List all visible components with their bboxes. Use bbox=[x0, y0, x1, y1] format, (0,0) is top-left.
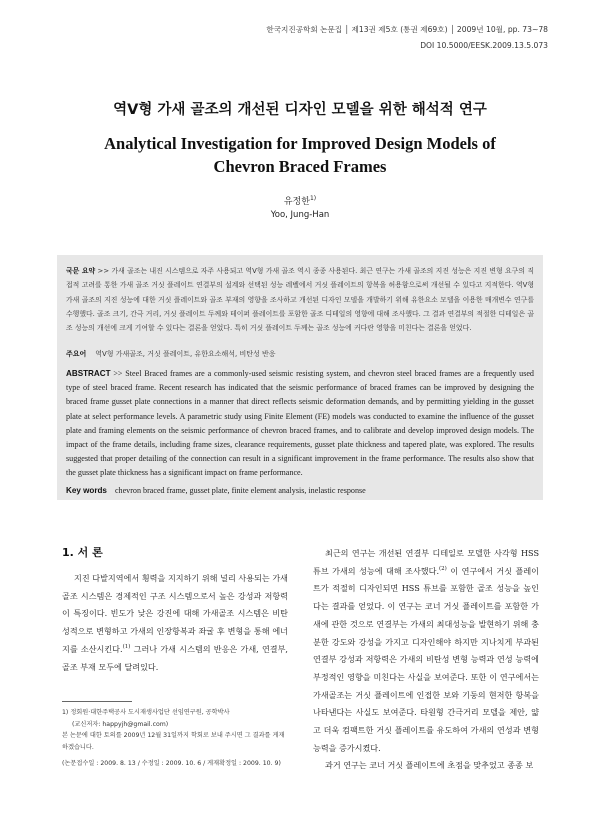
citation-2: (2) bbox=[439, 565, 447, 572]
intro-left-text-b: 그러나 가새 시스템의 반응은 가새, 연결부, 골조 부재 모두에 달려있다. bbox=[62, 643, 288, 672]
journal-info: 한국지진공학회 논문집 │ 제13권 제5호 (통권 제69호) │ 2009년 10월, pp. 73~78 bbox=[266, 25, 548, 34]
right-column bbox=[313, 545, 539, 775]
author-english: Yoo, Jung-Han bbox=[270, 210, 330, 220]
footnotes bbox=[62, 707, 288, 770]
title-korean: 역V형 가새 골조의 개선된 디자인 모델을 위한 해석적 연구 bbox=[113, 102, 487, 118]
abstract-korean-label: 국문 요약 bbox=[66, 267, 96, 275]
doi: DOI 10.5000/EESK.2009.13.5.073 bbox=[420, 41, 548, 50]
keywords-korean bbox=[66, 349, 534, 359]
abstract-english-arrow: >> bbox=[110, 369, 126, 378]
title-english-line1: Analytical Investigation for Improved Design Models of bbox=[104, 134, 496, 153]
abstract-korean bbox=[66, 264, 534, 335]
intro-paragraph-right-2: 과거 연구는 코너 거싯 플레이트에 초점을 맞추었고 종종 보 bbox=[325, 760, 534, 771]
keywords-english-label: Key words bbox=[66, 486, 107, 495]
intro-paragraph-left bbox=[62, 570, 288, 676]
footnote-affiliation: 1) 정회원·대한주택공사 도시재생사업단 선임연구원, 공학박사 bbox=[62, 709, 230, 716]
title-english bbox=[80, 132, 520, 178]
keywords-korean-text: 역V형 가새골조, 거싯 플레이트, 유한요소해석, 비탄성 반응 bbox=[95, 350, 276, 358]
section-heading-introduction: 1. 서 론 bbox=[62, 546, 103, 559]
left-column bbox=[62, 544, 288, 676]
keywords-korean-label: 주요어 bbox=[66, 350, 87, 358]
abstract-english-label: ABSTRACT bbox=[66, 369, 111, 378]
abstract-english-text: Steel Braced frames are a commonly-used seismic resisting system, and chevron steel braced frames are a frequently used type of steel braced frame. Recent research has indicated that the seismic performance of braced frames can be improved by designing the braced frame gusset plate connections in a manner that direct reflects seismic deformation demands, and by permitting yielding in the gusset plate at select performance levels. A parametric study using Finite Element (FE) models was conducted to examine the influence of the gusset plate and framing elements on the seismic performance of chevron braced frames, and to calibrate and develop improved design models. The impact of the frame details, including frame sizes, clearance requirements, gusset plate thickness and tapered plate, was explored. The results suggested that proper detailing of the connection can result in a significant improvement in the frame performance. The results also show that the gusset plate thickness has a significant impact on frame performance. bbox=[66, 369, 534, 478]
abstract-english bbox=[66, 367, 534, 481]
author-footnote-marker: 1) bbox=[309, 195, 317, 202]
keywords-english bbox=[66, 486, 534, 495]
footnote-discussion: 본 논문에 대한 토의를 2009년 12월 31일까지 학회로 보내 주시면 그 결과를 게재하겠습니다. bbox=[62, 732, 285, 751]
intro-paragraph-right-1 bbox=[313, 545, 539, 757]
intro-right-text-b: 이 연구에서 거싯 플레이트가 적절히 디자인되면 HSS 튜브를 포함한 골조 성능을 높인다는 결과를 얻었다. 이 연구는 코너 거싯 플레이트를 포함한 가새에 관한 것으로 연결부는 가새의 최대성능을 발현하기 위해 충분한 강도와 강성을 가지고 디자인해야 하지만 지나치게 부과된 연결부 강성과 저항력은 가새의 비탄성 변형 능력과 연성 능력에 부정적인 영향을 미친다는 사실을 보여준다. 또한 이 연구에서는 가새골조는 거싯 플레이트에 인접한 보와 기둥의 현저한 항복을 나타낸다는 사실도 보여준다. 타원형 간극거리 모델을 제안, 얇고 더욱 컴팩트한 거싯 플레이트를 유도하여 가새의 연성과 변형 능력을 증가시켰다. bbox=[313, 565, 540, 753]
footnote-dates: (논문접수일 : 2009. 8. 13 / 수정일 : 2009. 10. 6 / 게재확정일 : 2009. 10. 9) bbox=[62, 760, 281, 767]
intro-left-text-a: 지진 다발지역에서 횡력을 지지하기 위해 널리 사용되는 가새 골조 시스템은 경제적인 구조 시스템으로서 높은 강성과 저항력이 특징이다. 빈도가 낮은 강진에 대해 가새골조 시스템은 비탄성적으로 변형하고 가새의 인장항복과 좌굴 후 변형을 통해 에너지를 소산시킨다. bbox=[62, 573, 288, 654]
citation-1: (1) bbox=[122, 643, 131, 650]
author-korean-name: 유정한 bbox=[283, 197, 310, 207]
author-korean bbox=[0, 194, 600, 207]
footnote-corresponding: (교신저자: happyjh@gmail.com) bbox=[72, 720, 169, 728]
intro-right-text-a: 최근의 연구는 개선된 연결부 디테일로 모델한 사각형 HSS 튜브 가새의 성능에 대해 조사했다. bbox=[313, 548, 539, 576]
abstract-korean-text: 가새 골조는 내진 시스템으로 자주 사용되고 역V형 가새 골조 역시 종종 사용된다. 최근 연구는 가새 골조의 지진 성능은 지진 변형 요구의 직접적 고려를 통한 가새 골조 거싯 플레이트 연결부의 설계와 선택된 성능 레벨에서 거싯 플레이트의 항복을 허용함으로써 개선될 수 있다고 지적한다. 역V형 가새 골조의 지진 성능에 대한 거싯 플레이트와 골조 부재의 영향을 조사하고 개선된 디자인 모델을 개발하기 위해 유한요소 모델을 이용한 매개변수 연구를 수행했다. 골조 크기, 간극 거리, 거싯 플레이트 두께와 테이퍼 플레이트를 포함한 골조 디테일의 영향에 대해 조사했다. 그 결과 연결부의 적절한 디테일은 골조 성능의 개선에 크게 기여할 수 있다는 결론을 얻었다. 특히 거싯 플레이트 두께는 골조 성능에 커다란 영향을 미친다는 결론을 얻었다. bbox=[66, 267, 534, 333]
abstract-korean-arrow: >> bbox=[95, 267, 112, 275]
title-english-line2: Chevron Braced Frames bbox=[213, 157, 387, 176]
footnote-divider bbox=[62, 701, 132, 702]
keywords-english-text: chevron braced frame, gusset plate, finite element analysis, inelastic response bbox=[114, 486, 366, 495]
